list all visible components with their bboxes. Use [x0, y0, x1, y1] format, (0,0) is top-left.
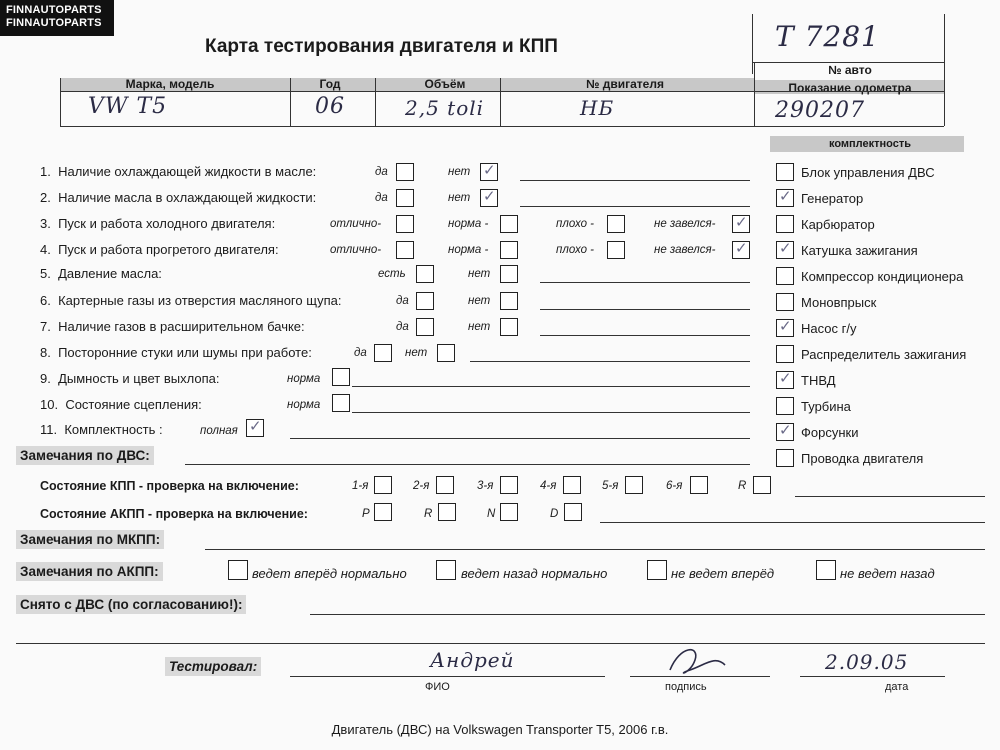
q4-excellent-checkbox[interactable] — [396, 241, 414, 259]
signature-scribble — [660, 640, 730, 680]
q10-num: 10. — [40, 397, 59, 412]
akpp-state-label: Состояние АКПП - проверка на включение: — [40, 507, 308, 521]
photo-caption: Двигатель (ДВС) на Volkswagen Transporter T5, 2006 г.в. — [331, 722, 669, 737]
q6-text: Картерные газы из отверстия масляного щупа: — [58, 293, 342, 308]
col-engine-no: № двигателя — [586, 77, 664, 91]
gear-3-checkbox[interactable] — [500, 476, 518, 494]
value-volume: 2,5 toli — [405, 96, 485, 120]
col-year: Год — [319, 77, 341, 91]
q10-text: Состояние сцепления: — [65, 397, 202, 412]
q8-no-checkbox[interactable] — [437, 344, 455, 362]
value-odometer: 290207 — [775, 98, 865, 123]
value-year: 06 — [315, 94, 345, 119]
q3-excellent-checkbox[interactable] — [396, 215, 414, 233]
akpp-n-checkbox[interactable] — [500, 503, 518, 521]
akpp-d-checkbox[interactable] — [564, 503, 582, 521]
q1-no-checkbox[interactable] — [480, 163, 498, 181]
completeness-mono-injection-checkbox[interactable] — [776, 293, 794, 311]
q2-text: Наличие масла в охлаждающей жидкости: — [58, 190, 317, 205]
q8-text: Посторонние стуки или шумы при работе: — [58, 345, 312, 360]
q9-normal-checkbox[interactable] — [332, 368, 350, 386]
q3-not-started-checkbox[interactable] — [732, 215, 750, 233]
completeness-turbo-checkbox[interactable] — [776, 397, 794, 415]
q3-bad-checkbox[interactable] — [607, 215, 625, 233]
q7-num: 7. — [40, 319, 51, 334]
completeness-wiring-checkbox[interactable] — [776, 449, 794, 467]
q6-yes-checkbox[interactable] — [416, 292, 434, 310]
q3-normal-checkbox[interactable] — [500, 215, 518, 233]
completeness-generator-checkbox[interactable] — [776, 189, 794, 207]
q11-num: 11. — [40, 422, 58, 437]
akpp-r-checkbox[interactable] — [438, 503, 456, 521]
stock-number: Т 7281 — [775, 20, 880, 53]
q7-no-checkbox[interactable] — [500, 318, 518, 336]
completeness-injection-pump-checkbox[interactable] — [776, 371, 794, 389]
akpp-no-reverse-checkbox[interactable] — [816, 560, 836, 580]
col-brand: Марка, модель — [125, 77, 215, 91]
form-title: Карта тестирования двигателя и КПП — [205, 36, 558, 57]
document-page: FINNAUTOPARTS FINNAUTOPARTS Карта тестирования двигателя и КПП Т 7281 Марка, модель Год Объём № двигателя № авто Показание одометра VW T5 06 2,5 toli HБ 290207 комплектность 1. Наличие охлаждающей жидкости в масле: 2. Наличие масла в охлаждающей жидкости: 3. Пуск и работа холодного двигателя: 4. Пуск и работа прогретого двигателя: 5. Давление масла: 6. Картерные газы из отверстия масляного щупа: 7. Наличие газов в расширительном бачке: 8. Посторонние стуки или шумы при работе: 9. Дымность и цвет выхлопа: 10. Состояние сцепления: 11. Комплектность : да нет ✓ да нет ✓ отлично- норма - плохо - не завелся- ✓ отлично- норма - плохо - не завелся- ✓ есть нет да нет да нет да нет норма норма полная ✓ Блок управления ДВС ✓ Генератор Карбюратор ✓ Катушка зажигания Компрессор кондиционера Моновпрыск ✓ Насос г/у Распределитель зажигания ✓ ТНВД Турбина ✓ Форсунки Проводка двигателя Замечания по ДВС: Состояние КПП - проверка на включение: 1-я 2-я 3-я 4-я 5-я 6-я R Состояние АКПП - проверка на включение: P R N D Замечания по МКПП: Замечания по АКПП: ведет вперёд нормально ведет назад нормально не ведет вперёд не ведет назад Снято с ДВС (по согласованию!): Тестировал: Андрей ФИО подпись 2.09.05 дата Двигатель (ДВС) на Volkswagen Transporter T5, 2006 г.в. — [0, 0, 1000, 750]
completeness-title: комплектность — [828, 138, 912, 150]
completeness-distributor-checkbox[interactable] — [776, 345, 794, 363]
value-engine-no: HБ — [580, 96, 615, 120]
q9-text: Дымность и цвет выхлопа: — [58, 371, 220, 386]
tester-name: Андрей — [430, 648, 515, 672]
gear-1-checkbox[interactable] — [374, 476, 392, 494]
q4-num: 4. — [40, 242, 51, 257]
completeness-ecu-checkbox[interactable] — [776, 163, 794, 181]
q4-bad-checkbox[interactable] — [607, 241, 625, 259]
q11-full-checkbox[interactable] — [246, 419, 264, 437]
q6-no-checkbox[interactable] — [500, 292, 518, 310]
completeness-ignition-coil-checkbox[interactable] — [776, 241, 794, 259]
col-volume: Объём — [424, 77, 466, 91]
q7-text: Наличие газов в расширительном бачке: — [58, 319, 305, 334]
mkpp-notes-label: Замечания по МКПП: — [16, 530, 164, 549]
akpp-p-checkbox[interactable] — [374, 503, 392, 521]
q11-text: Комплектность : — [64, 422, 163, 437]
col-odometer: Показание одометра — [788, 81, 912, 95]
q3-num: 3. — [40, 216, 51, 231]
q5-num: 5. — [40, 266, 51, 281]
kpp-state-label: Состояние КПП - проверка на включение: — [40, 479, 299, 493]
akpp-reverse-ok-checkbox[interactable] — [436, 560, 456, 580]
q10-normal-checkbox[interactable] — [332, 394, 350, 412]
gear-4-checkbox[interactable] — [563, 476, 581, 494]
q6-num: 6. — [40, 293, 51, 308]
gear-5-checkbox[interactable] — [625, 476, 643, 494]
q8-num: 8. — [40, 345, 51, 360]
gear-r-checkbox[interactable] — [753, 476, 771, 494]
q5-text: Давление масла: — [58, 266, 162, 281]
q1-text: Наличие охлаждающей жидкости в масле: — [58, 164, 317, 179]
engine-notes-label: Замечания по ДВС: — [16, 446, 154, 465]
akpp-notes-label: Замечания по АКПП: — [16, 562, 163, 581]
q4-text: Пуск и работа прогретого двигателя: — [58, 242, 279, 257]
value-brand: VW T5 — [88, 94, 168, 119]
completeness-carburetor-checkbox[interactable] — [776, 215, 794, 233]
q1-num: 1. — [40, 164, 51, 179]
gear-6-checkbox[interactable] — [690, 476, 708, 494]
col-car-no: № авто — [828, 63, 872, 77]
q3-text: Пуск и работа холодного двигателя: — [58, 216, 276, 231]
watermark-logo: FINNAUTOPARTS FINNAUTOPARTS — [0, 0, 114, 36]
q9-num: 9. — [40, 371, 51, 386]
q4-normal-checkbox[interactable] — [500, 241, 518, 259]
akpp-no-forward-checkbox[interactable] — [647, 560, 667, 580]
test-date: 2.09.05 — [825, 650, 909, 674]
gear-2-checkbox[interactable] — [436, 476, 454, 494]
q1-yes-checkbox[interactable] — [396, 163, 414, 181]
completeness-ac-compressor-checkbox[interactable] — [776, 267, 794, 285]
completeness-injectors-checkbox[interactable] — [776, 423, 794, 441]
q5-no-checkbox[interactable] — [500, 265, 518, 283]
q5-yes-checkbox[interactable] — [416, 265, 434, 283]
q8-yes-checkbox[interactable] — [374, 344, 392, 362]
removed-label: Снято с ДВС (по согласованию!): — [16, 595, 246, 614]
completeness-ps-pump-checkbox[interactable] — [776, 319, 794, 337]
q7-yes-checkbox[interactable] — [416, 318, 434, 336]
q4-not-started-checkbox[interactable] — [732, 241, 750, 259]
tested-by-label: Тестировал: — [165, 657, 261, 676]
q2-yes-checkbox[interactable] — [396, 189, 414, 207]
akpp-forward-ok-checkbox[interactable] — [228, 560, 248, 580]
q2-no-checkbox[interactable] — [480, 189, 498, 207]
q2-num: 2. — [40, 190, 51, 205]
